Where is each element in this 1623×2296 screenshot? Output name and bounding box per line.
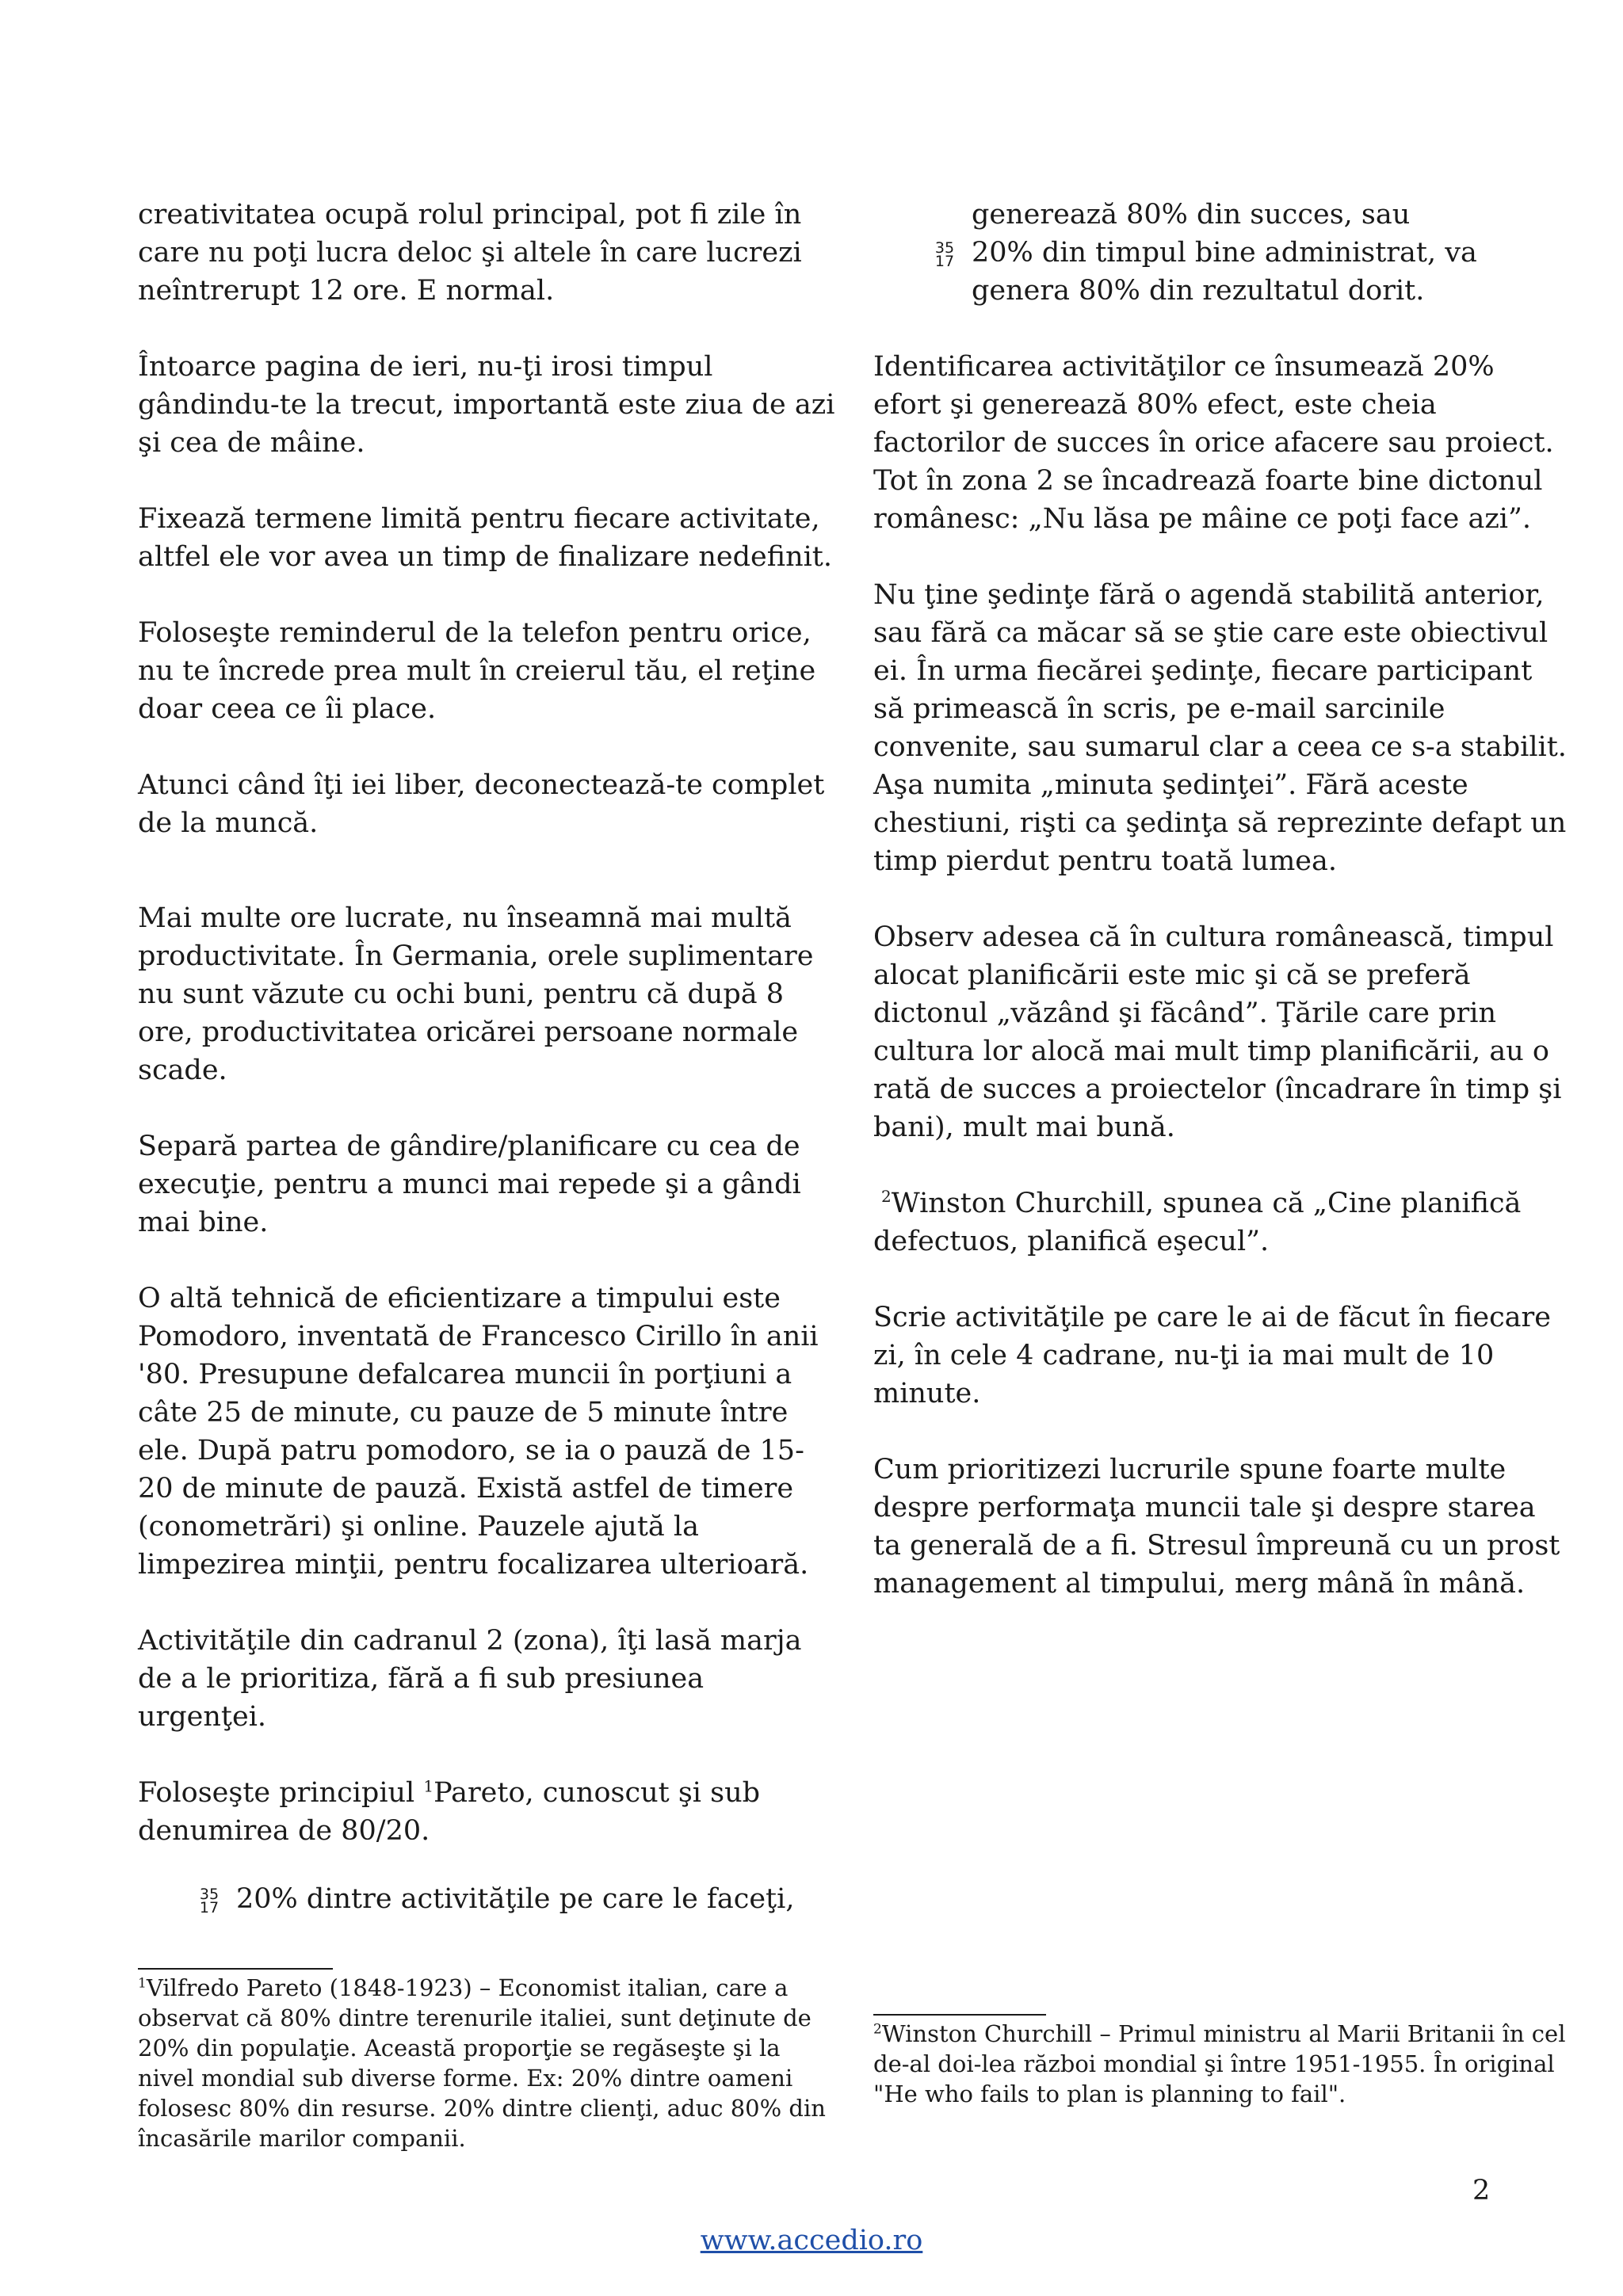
paragraph: Fixează termene limită pentru fiecare activitate, altfel ele vor avea un timp de finalizare nedefinit.: [138, 503, 832, 573]
paragraph-text: Pareto, cunoscut şi sub denumirea de 80/20.: [138, 1777, 761, 1847]
footnote-2-text: Winston Churchill – Primul ministru al Marii Britanii în cel de-al doi-lea război mondial şi între 1951-1955. În original "He who fails to plan is planning to fail".: [873, 2020, 1566, 2107]
paragraph-text: Tot în zona 2 se încadrează foarte bine dictonul românesc: „Nu lăsa pe mâine ce poţi face azi”.: [873, 465, 1543, 535]
bullet-glyph: [918, 234, 972, 269]
right-column: [873, 196, 1571, 1641]
paragraph: Atunci când îţi iei liber, deconectează-te complet de la muncă.: [138, 769, 825, 839]
bullet-line: [138, 1880, 835, 1918]
footnote-divider: [138, 1968, 333, 1970]
footnote-1-marker: 1: [138, 1975, 147, 1992]
bullet-line: [873, 234, 1571, 272]
paragraph: [873, 348, 1571, 538]
left-column: [138, 196, 835, 1918]
bullet-text: genera 80% din rezultatul dorit.: [972, 275, 1425, 307]
bullet-glyph-bottom: 17: [199, 1899, 220, 1917]
paragraph: Foloseşte reminderul de la telefon pentru orice, nu te încrede prea mult în creierul tău, el reţine doar ceea ce îi place.: [138, 617, 816, 725]
paragraph-churchill: [873, 1184, 1571, 1261]
bullet-block: [873, 196, 1571, 310]
bullet-text: generează 80% din succes, sau: [972, 199, 1411, 231]
page-number: 2: [1472, 2175, 1491, 2206]
paragraph: creativitatea ocupă rolul principal, pot fi zile în care nu poţi lucra deloc şi altele în care lucrezi neîntrerupt 12 ore. E normal.: [138, 199, 802, 307]
paragraph: Mai multe ore lucrate, nu înseamnă mai multă productivitate. În Germania, orele suplimentare nu sunt văzute cu ochi buni, pentru că după 8 ore, productivitatea oricărei persoane normale scade.: [138, 902, 814, 1086]
website-link[interactable]: www.accedio.ro: [700, 2225, 923, 2256]
bullet-glyph-bottom: 17: [934, 253, 955, 270]
paragraph: Scrie activităţile pe care le ai de făcut în fiecare zi, în cele 4 cadrane, nu-ţi ia mai mult de 10 minute.: [873, 1302, 1551, 1409]
bullet-text: 20% din timpul bine administrat, va: [972, 237, 1477, 269]
footnote-ref-2[interactable]: 2: [881, 1187, 892, 1207]
paragraph: O altă tehnică de eficientizare a timpului este Pomodoro, inventată de Francesco Cirillo în anii '80. Presupune defalcarea muncii în porţiuni a câte 25 de minute, cu pauze de 5 minute între ele. După patru pomodoro, se ia o pauză de 15-20 de minute de pauză. Există astfel de timere (conometrări) şi online. Pauzele ajută la limpezirea minţii, pentru focalizarea ulterioară.: [138, 1283, 819, 1581]
paragraph-pareto: [138, 1774, 835, 1850]
paragraph-text: Foloseşte principiul: [138, 1777, 424, 1809]
bullet-glyph-top: 35: [199, 1886, 220, 1903]
paragraph: Cum prioritizezi lucrurile spune foarte multe despre performaţa muncii tale şi despre starea ta generală de a fi. Stresul împreună cu un prost management al timpului, merg mână în mână.: [873, 1454, 1560, 1600]
bullet-glyph-top: 35: [934, 239, 955, 257]
paragraph: Observ adesea că în cultura românească, timpul alocat planificării este mic şi că se preferă dictonul „văzând şi făcând”. Ţările care prin cultura lor alocă mai mult timp planificării, au o rată de succes a proiectelor (încadrare în timp şi bani), mult mai bună.: [873, 921, 1562, 1143]
footnote-1: [138, 1973, 835, 2153]
paragraph-text: Winston Churchill, spunea că „Cine planifică defectuos, planifică eşecul”.: [873, 1188, 1522, 1257]
paragraph: Întoarce pagina de ieri, nu-ţi irosi timpul gândindu-te la trecut, importantă este ziua de azi şi cea de mâine.: [138, 351, 835, 459]
footnote-ref-1[interactable]: 1: [423, 1776, 434, 1796]
paragraph: Separă partea de gândire/planificare cu cea de execuţie, pentru a munci mai repede şi a gândi mai bine.: [138, 1131, 801, 1238]
bullet-glyph: [182, 1880, 236, 1915]
footnote-2: [873, 2019, 1571, 2109]
footnote-1-text: Vilfredo Pareto (1848-1923) – Economist italian, care a observat că 80% dintre terenurile italiei, sunt deţinute de 20% din populaţie. Această proporţie se regăseşte şi la nivel mondial sub diverse forme. Ex: 20% dintre oameni folosesc 80% din resurse. 20% dintre clienţi, aduc 80% din încasările marilor companii.: [138, 1974, 826, 2152]
paragraph: Nu ţine şedinţe fără o agendă stabilită anterior, sau fără ca măcar să se ştie care este obiectivul ei. În urma fiecărei şedinţe, fiecare participant să primească în scris, pe e-mail sarcinile convenite, sau sumarul clar a ceea ce s-a stabilit. Aşa numita „minuta şedinţei”. Fără aceste chestiuni, rişti ca şedinţa să reprezinte defapt un timp pierdut pentru toată lumea.: [873, 579, 1567, 877]
bullet-text: 20% dintre activităţile pe care le faceţi,: [236, 1883, 795, 1915]
footnote-divider: [873, 2014, 1046, 2016]
paragraph-text: Identificarea activităţilor ce însumează 20% efort şi generează 80% efect, este cheia factorilor de succes în orice afacere sau proiect.: [873, 351, 1554, 459]
footnote-2-marker: 2: [873, 2021, 882, 2038]
paragraph: Activităţile din cadranul 2 (zona), îţi lasă marja de a le prioritiza, fără a fi sub presiunea urgenţei.: [138, 1625, 802, 1733]
